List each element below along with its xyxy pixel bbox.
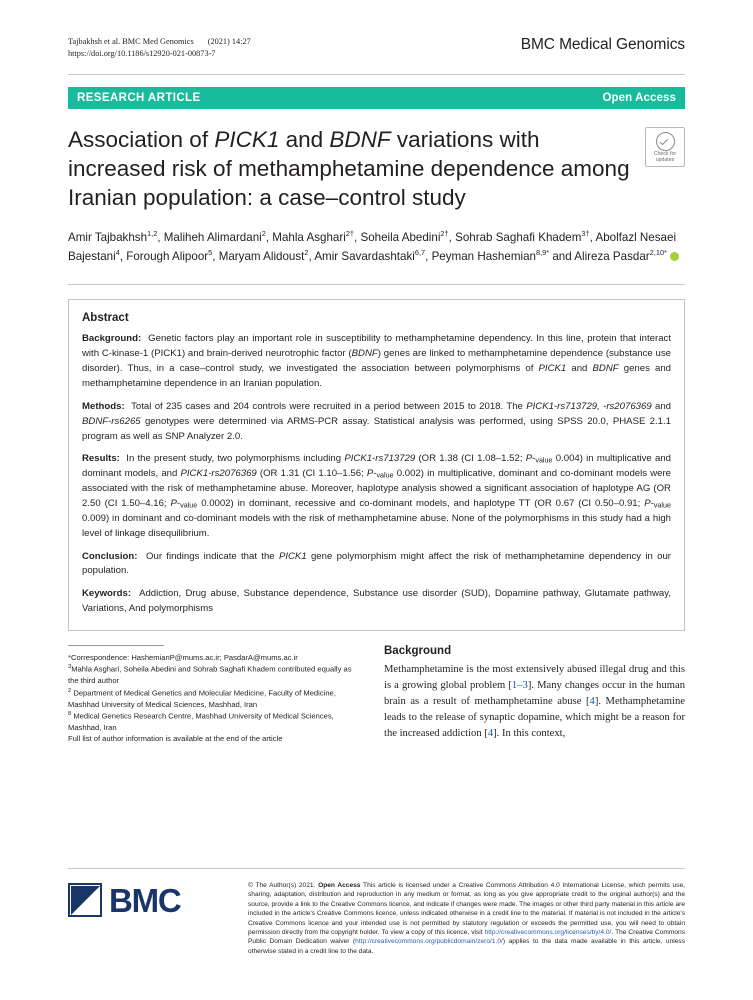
abstract-conclusion: Conclusion: Our findings indicate that the PICK1 gene polymorphism might affect the risk of methamphetamine dependency in our population. (82, 550, 671, 577)
page-header (68, 36, 685, 60)
reference-link-4b[interactable]: 4 (487, 727, 494, 739)
correspondence-block (68, 645, 358, 745)
body-columns (68, 645, 685, 745)
open-access-label: Open Access (602, 92, 676, 105)
orcid-icon[interactable] (670, 252, 679, 261)
abstract-results: Results: In the present study, two polymorphisms including PICK1-rs713729 (OR 1.38 (CI 1.08–1.52; $P-_{value}$ 0.004) in multiplicative and dominant models, and PICK1-rs2076369 (OR 1.31 (CI 1.10–1.56; $P-_{value}$ 0.002) in multiplicative, dominant and co-dominant models were associated with the risk of methamphetamine abuse. Moreover, haplotype analysis showed a significant association of haplotype AG (OR 2.50 (CI 1.50–4.16; $P-_{value}$ 0.0002) in dominant, recessive and co-dominant models, and haplotype TT (OR 0.67 (CI 0.50–0.91; $P-_{value}$ 0.009) in dominant and co-dominant models with the risk of methamphetamine abuse. None of the polymorphisms in this study had a high level of linkage disequilibrium. (82, 453, 671, 539)
license-open-access-label: Open Access (318, 882, 361, 890)
license-body-1: This article is licensed under a Creative Commons Attribution 4.0 International License, which permits use, sharing, adaptation, distribution and reproduction in any medium or format, as long as you give appropriate credit to the original author(s) and the source, provide a link to the Creative Commons licence, and indicate if changes were made. The images or other third party material in this article are included in the article's Creative Commons licence, unless indicated otherwise in a credit line to the material. If material is not included in the article's Creative Commons licence and your intended use is not permitted by statutory regulation or exceeds the permitted use, you will need to obtain permission directly from the copyright holder. To view a copy of this licence, visit (248, 882, 685, 936)
bmc-logo-triangle (71, 886, 100, 915)
bmc-logo (68, 881, 230, 917)
background-paragraph: Methamphetamine is the most extensively abused illegal drug and this is a growing global problem [1–3]. Many changes occur in the human brain as a result of methamphetamine abuse [4]. Methamphetamine leads to the release of synaptic dopamine, which might be a reason for the increased addiction [4]. In this context, (384, 664, 685, 739)
correspondence-note-3: $^3$Mahla Asghari, Soheila Abedini and Sohrab Saghafi Khadem contributed equally as the third author (68, 664, 352, 686)
article-type-label: RESEARCH ARTICLE (77, 92, 201, 105)
title-part-3: variations with increased risk of methamphetamine dependence among Iranian population: a case–control study (68, 127, 630, 211)
abstract-keywords-text: Addiction, Drug abuse, Substance dependence, Substance use disorder (SUD), Dopamine pathway, Glutamate pathway, Variations, And polymorphisms (82, 588, 671, 615)
page-content (68, 36, 685, 745)
reference-link-1-3[interactable]: 1–3 (511, 679, 528, 691)
article-type-banner (68, 87, 685, 109)
author-list (68, 228, 685, 266)
correspondence-affil-2: $^2$ Department of Medical Genetics and Molecular Medicine, Faculty of Medicine, Mashhad University of Medical Sciences, Mashhad, Iran (68, 687, 336, 709)
check-for-updates-badge[interactable] (645, 127, 685, 167)
license-body-3: ) applies to the data made available in this article, unless otherwise stated in a credit line to the data. (248, 938, 685, 955)
title-gene-bdnf: BDNF (329, 127, 391, 153)
copyright-text: © The Author(s) 2021. (248, 882, 316, 890)
correspondence-email[interactable]: *Correspondence: HashemianP@mums.ac.ir; PasdarA@mums.ac.ir (68, 653, 298, 663)
check-updates-line1: Check for (653, 151, 677, 158)
journal-title: BMC Medical Genomics (520, 36, 685, 53)
doi-link[interactable]: https://doi.org/10.1186/s12920-021-00873-7 (68, 49, 216, 59)
abstract-background-label: Background: (82, 333, 142, 345)
page-footer (68, 868, 685, 956)
title-block (68, 125, 685, 212)
header-divider (68, 74, 685, 75)
abstract-keywords (82, 587, 671, 617)
license-url-1[interactable]: http://creativecommons.org/licenses/by/4.0/ (484, 928, 612, 936)
citation-authors: Tajbakhsh et al. BMC Med Genomics (68, 37, 194, 46)
abstract-keywords-label: Keywords: (82, 588, 132, 600)
title-gene-pick1: PICK1 (214, 127, 280, 153)
background-column (384, 645, 685, 745)
abstract-methods: Methods: Total of 235 cases and 204 controls were recruited in a period between 2015 to 2018. The PICK1-rs713729, -rs2076369 and BDNF-rs6265 genotypes were determined via ARMS-PCR assay. Statistical analysis was performed, using SPSS 20.0, PHASE 2.1.1 program as well as SNP Analyzer 2.0. (82, 400, 672, 442)
citation-volume: (2021) 14:27 (207, 37, 251, 46)
footer-divider (68, 868, 685, 869)
page-title (68, 125, 637, 212)
abstract-background: Background: Genetic factors play an important role in susceptibility to methamphetamine dependency. In this line, protein that interact with C-kinase-1 (PICK1) and brain-derived neurotrophic factor (BDNF) genes are linked to methamphetamine dependence (substance use disorder). Thus, in a case–control study, we investigated the association between polymorphisms of PICK1 and BDNF genes and methamphetamine dependence in an Iranian population. (82, 333, 672, 389)
abstract-methods-label: Methods: (82, 400, 125, 412)
citation-block (68, 36, 251, 60)
footer-row (68, 881, 685, 956)
abstract-box (68, 299, 685, 631)
abstract-conclusion-label: Conclusion: (82, 550, 138, 562)
bmc-logo-text: BMC (109, 881, 181, 919)
correspondence-column (68, 645, 358, 745)
abstract-heading: Abstract (82, 312, 129, 325)
correspondence-affil-8: $^8$ Medical Genetics Research Centre, Mashhad University of Medical Sciences, Mashhad, Iran (68, 711, 334, 732)
correspondence-full-list: Full list of author information is available at the end of the article (68, 734, 283, 744)
license-text (248, 881, 685, 956)
bmc-logo-icon (68, 883, 102, 917)
title-part-1: Association of (68, 127, 215, 153)
author-names: Amir Tajbakhsh$^{1,2}$, Maliheh Alimardani$^2$, Mahla Asghari$^{2\dagger}$, Soheila Abedini$^{2\dagger}$, Sohrab Saghafi Khadem$^{3\dagger}$, Abolfazl Nesaei Bajestani$^4$, Forough Alipoor$^5$, Maryam Alidoust$^2$, Amir Savardashtaki$^{6,7}$, Peyman Hashemian$^{8,9*}$ and Alireza Pasdar$^{2,10*}$ (68, 229, 677, 264)
correspondence-rule (68, 645, 164, 646)
authors-divider (68, 284, 685, 285)
background-heading: Background (384, 645, 452, 658)
reference-link-4a[interactable]: 4 (589, 695, 595, 707)
check-mark-icon (656, 132, 675, 151)
check-updates-line2: updates (655, 157, 675, 163)
abstract-results-label: Results: (82, 453, 120, 465)
title-part-2: and (279, 127, 330, 153)
license-body-2: . The Creative Commons Public Domain Dedication waiver ( (248, 928, 686, 946)
license-url-2[interactable]: http://creativecommons.org/publicdomain/zero/1.0/ (355, 938, 503, 946)
